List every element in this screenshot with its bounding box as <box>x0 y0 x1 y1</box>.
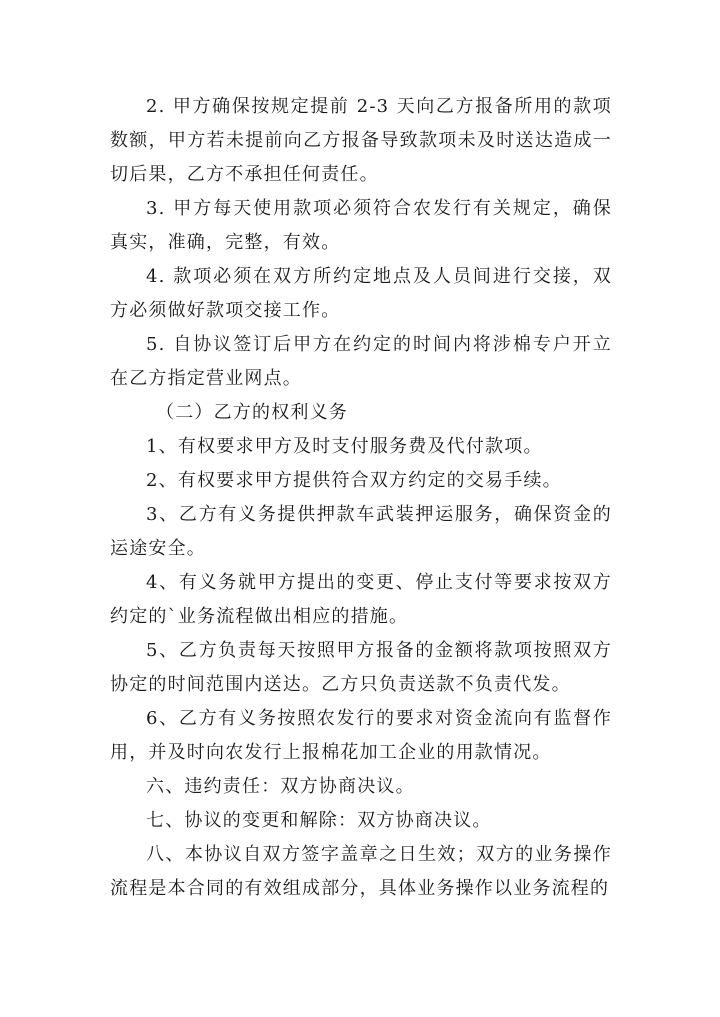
clause-paragraph: 2、有权要求甲方提供符合双方约定的交易手续。 <box>146 470 562 491</box>
clause-paragraph: 3、乙方有义务提供押款车武装押运服务，确保资金的运途安全。 <box>110 504 612 559</box>
clause-paragraph: 2. 甲方确保按规定提前 2-3 天向乙方报备所用的款项数额，甲方若未提前向乙方报备导致款项未及时送达造成一切后果，乙方不承担任何责任。 <box>110 96 612 185</box>
document-body <box>110 90 612 906</box>
clause-paragraph: 5. 自协议签订后甲方在约定的时间内将涉棉专户开立在乙方指定营业网点。 <box>110 334 612 389</box>
clause-paragraph: 七、协议的变更和解除：双方协商决议。 <box>146 810 492 831</box>
clause-paragraph: 5、乙方负责每天按照甲方报备的金额将款项按照双方协定的时间范围内送达。乙方只负责送款不负责代发。 <box>110 640 612 695</box>
clause-paragraph: 3. 甲方每天使用款项必须符合农发行有关规定，确保真实，准确，完整，有效。 <box>110 198 612 253</box>
clause-paragraph: 6、乙方有义务按照农发行的要求对资金流向有监督作用，并及时向农发行上报棉花加工企业的用款情况。 <box>110 708 612 763</box>
clause-paragraph: 八、本协议自双方签字盖章之日生效；双方的业务操作流程是本合同的有效组成部分，具体业务操作以业务流程的 <box>110 844 612 899</box>
clause-paragraph: 4. 款项必须在双方所约定地点及人员间进行交接，双方必须做好款项交接工作。 <box>110 266 612 321</box>
clause-paragraph: 六、违约责任：双方协商决议。 <box>146 776 415 797</box>
section-heading: （二）乙方的权利义务 <box>156 402 348 423</box>
clause-paragraph: 1、有权要求甲方及时支付服务费及代付款项。 <box>146 436 543 457</box>
clause-paragraph: 4、有义务就甲方提出的变更、停止支付等要求按双方约定的`业务流程做出相应的措施。 <box>110 572 612 627</box>
